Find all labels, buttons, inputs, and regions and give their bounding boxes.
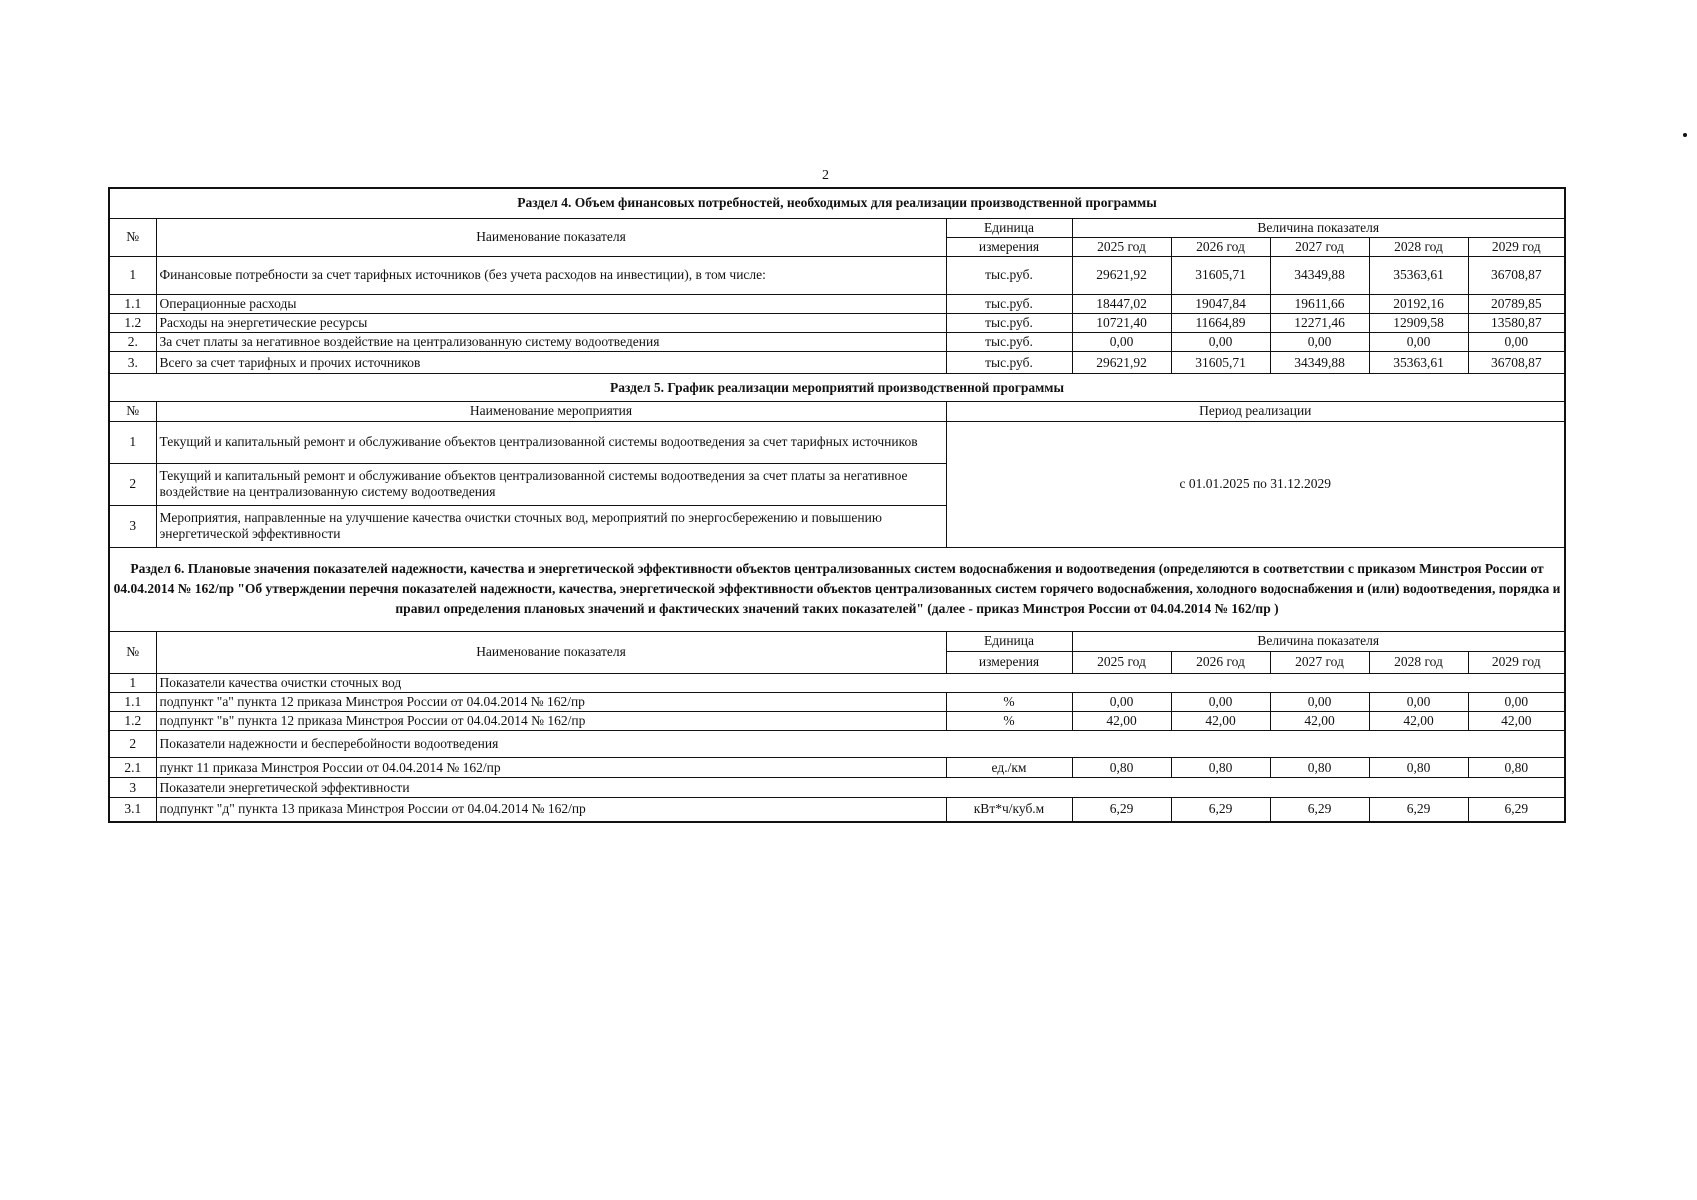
row-value: 0,00 [1171,692,1270,711]
row-value: 0,00 [1468,692,1565,711]
group-name: Показатели надежности и бесперебойности водоотведения [156,731,1565,758]
row-no: 1.1 [109,294,156,313]
row-value: 0,80 [1171,758,1270,778]
s4-header-no: № [109,218,156,256]
row-no: 3 [109,505,156,547]
s4-year: 2029 год [1468,237,1565,256]
table-row [109,314,1565,333]
row-unit: тыс.руб. [946,333,1072,352]
table-row [109,692,1565,711]
row-name: Мероприятия, направленные на улучшение качества очистки сточных вод, мероприятий по энергосбережению и повышению энергетической эффективности [156,505,946,547]
section4-title: Раздел 4. Объем финансовых потребностей, необходимых для реализации производственной программы [109,188,1565,218]
page-number: 2 [822,168,829,183]
row-value: 20789,85 [1468,294,1565,313]
row-name: Расходы на энергетические ресурсы [156,314,946,333]
row-value: 20192,16 [1369,294,1468,313]
row-value: 0,00 [1171,333,1270,352]
row-no: 1 [109,256,156,294]
s6-header-name: Наименование показателя [156,631,946,673]
row-value: 31605,71 [1171,256,1270,294]
row-no: 1.1 [109,692,156,711]
row-value: 36708,87 [1468,256,1565,294]
s4-header-unit-1: Единица [946,218,1072,237]
row-value: 42,00 [1072,712,1171,731]
row-unit: кВт*ч/куб.м [946,798,1072,822]
table-row [109,731,1565,758]
row-value: 0,00 [1270,333,1369,352]
s4-header-value: Величина показателя [1072,218,1565,237]
row-no: 3. [109,352,156,374]
row-value: 0,80 [1072,758,1171,778]
row-value: 0,00 [1369,333,1468,352]
row-unit: % [946,692,1072,711]
s4-year: 2025 год [1072,237,1171,256]
row-no: 3 [109,778,156,798]
table-row [109,758,1565,778]
row-value: 0,00 [1468,333,1565,352]
table-row [109,798,1565,822]
row-value: 42,00 [1369,712,1468,731]
row-value: 0,80 [1468,758,1565,778]
row-name: подпункт "в" пункта 12 приказа Минстроя России от 04.04.2014 № 162/пр [156,712,946,731]
s4-year: 2026 год [1171,237,1270,256]
row-value: 18447,02 [1072,294,1171,313]
row-name: пункт 11 приказа Минстроя России от 04.04.2014 № 162/пр [156,758,946,778]
row-no: 2 [109,463,156,505]
s6-header-unit-2: измерения [946,651,1072,673]
row-value: 42,00 [1171,712,1270,731]
row-no: 2. [109,333,156,352]
row-unit: тыс.руб. [946,352,1072,374]
s5-header-no: № [109,402,156,421]
scan-dot [1683,133,1687,137]
row-no: 2 [109,731,156,758]
row-unit: тыс.руб. [946,314,1072,333]
row-value: 0,00 [1072,333,1171,352]
row-value: 42,00 [1468,712,1565,731]
s6-year: 2027 год [1270,651,1369,673]
row-value: 6,29 [1072,798,1171,822]
row-value: 0,00 [1369,692,1468,711]
table-row [109,673,1565,692]
row-value: 19611,66 [1270,294,1369,313]
row-value: 6,29 [1468,798,1565,822]
table-row [109,352,1565,374]
s4-header-name: Наименование показателя [156,218,946,256]
table-row [109,421,1565,463]
row-value: 19047,84 [1171,294,1270,313]
row-name: Всего за счет тарифных и прочих источников [156,352,946,374]
s5-header-period: Период реализации [946,402,1565,421]
row-value: 13580,87 [1468,314,1565,333]
row-no: 1 [109,673,156,692]
row-name: Текущий и капитальный ремонт и обслуживание объектов централизованной системы водоотведения за счет платы за негативное воздействие на централизованную систему водоотведения [156,463,946,505]
row-value: 29621,92 [1072,352,1171,374]
row-no: 2.1 [109,758,156,778]
row-value: 35363,61 [1369,256,1468,294]
row-value: 0,00 [1270,692,1369,711]
s6-year: 2029 год [1468,651,1565,673]
row-value: 6,29 [1171,798,1270,822]
table-row [109,778,1565,798]
row-unit: тыс.руб. [946,256,1072,294]
table-row [109,712,1565,731]
group-name: Показатели качества очистки сточных вод [156,673,1565,692]
s5-period-value: с 01.01.2025 по 31.12.2029 [946,421,1565,547]
s6-year: 2025 год [1072,651,1171,673]
s6-year: 2028 год [1369,651,1468,673]
s6-header-unit-1: Единица [946,631,1072,651]
row-value: 12271,46 [1270,314,1369,333]
row-value: 29621,92 [1072,256,1171,294]
row-no: 1.2 [109,314,156,333]
program-table [108,187,1566,823]
table-row [109,256,1565,294]
row-value: 0,80 [1369,758,1468,778]
row-name: подпункт "а" пункта 12 приказа Минстроя России от 04.04.2014 № 162/пр [156,692,946,711]
row-value: 0,00 [1072,692,1171,711]
row-value: 42,00 [1270,712,1369,731]
row-no: 1 [109,421,156,463]
row-unit: ед./км [946,758,1072,778]
s6-header-no: № [109,631,156,673]
section5-title: Раздел 5. График реализации мероприятий производственной программы [109,374,1565,402]
row-value: 6,29 [1270,798,1369,822]
row-name: подпункт "д" пункта 13 приказа Минстроя России от 04.04.2014 № 162/пр [156,798,946,822]
row-no: 3.1 [109,798,156,822]
row-value: 34349,88 [1270,352,1369,374]
table-row [109,333,1565,352]
section6-title: Раздел 6. Плановые значения показателей надежности, качества и энергетической эффективности объектов централизованных систем водоснабжения и водоотведения (определяются в соответствии с приказом Минстроя России от 04.04.2014 № 162/пр "Об утверждении перечня показателей надежности, качества, энергетической эффективности объектов централизованных систем горячего водоснабжения, холодного водоснабжения и (или) водоотведения, порядка и правил определения плановых значений и фактических значений таких показателей" (далее - приказ Минстроя России от 04.04.2014 № 162/пр ) [109,547,1565,631]
s4-year: 2028 год [1369,237,1468,256]
row-name: Финансовые потребности за счет тарифных источников (без учета расходов на инвестиции), в том числе: [156,256,946,294]
row-value: 12909,58 [1369,314,1468,333]
row-value: 0,80 [1270,758,1369,778]
row-no: 1.2 [109,712,156,731]
s4-header-unit-2: измерения [946,237,1072,256]
row-unit: % [946,712,1072,731]
row-name: За счет платы за негативное воздействие на централизованную систему водоотведения [156,333,946,352]
s6-year: 2026 год [1171,651,1270,673]
row-value: 34349,88 [1270,256,1369,294]
row-name: Текущий и капитальный ремонт и обслуживание объектов централизованной системы водоотведения за счет тарифных источников [156,421,946,463]
row-value: 31605,71 [1171,352,1270,374]
row-value: 10721,40 [1072,314,1171,333]
group-name: Показатели энергетической эффективности [156,778,1565,798]
row-value: 6,29 [1369,798,1468,822]
s4-year: 2027 год [1270,237,1369,256]
table-row [109,294,1565,313]
row-value: 35363,61 [1369,352,1468,374]
s6-header-value: Величина показателя [1072,631,1565,651]
row-name: Операционные расходы [156,294,946,313]
row-unit: тыс.руб. [946,294,1072,313]
row-value: 11664,89 [1171,314,1270,333]
row-value: 36708,87 [1468,352,1565,374]
s5-header-name: Наименование мероприятия [156,402,946,421]
